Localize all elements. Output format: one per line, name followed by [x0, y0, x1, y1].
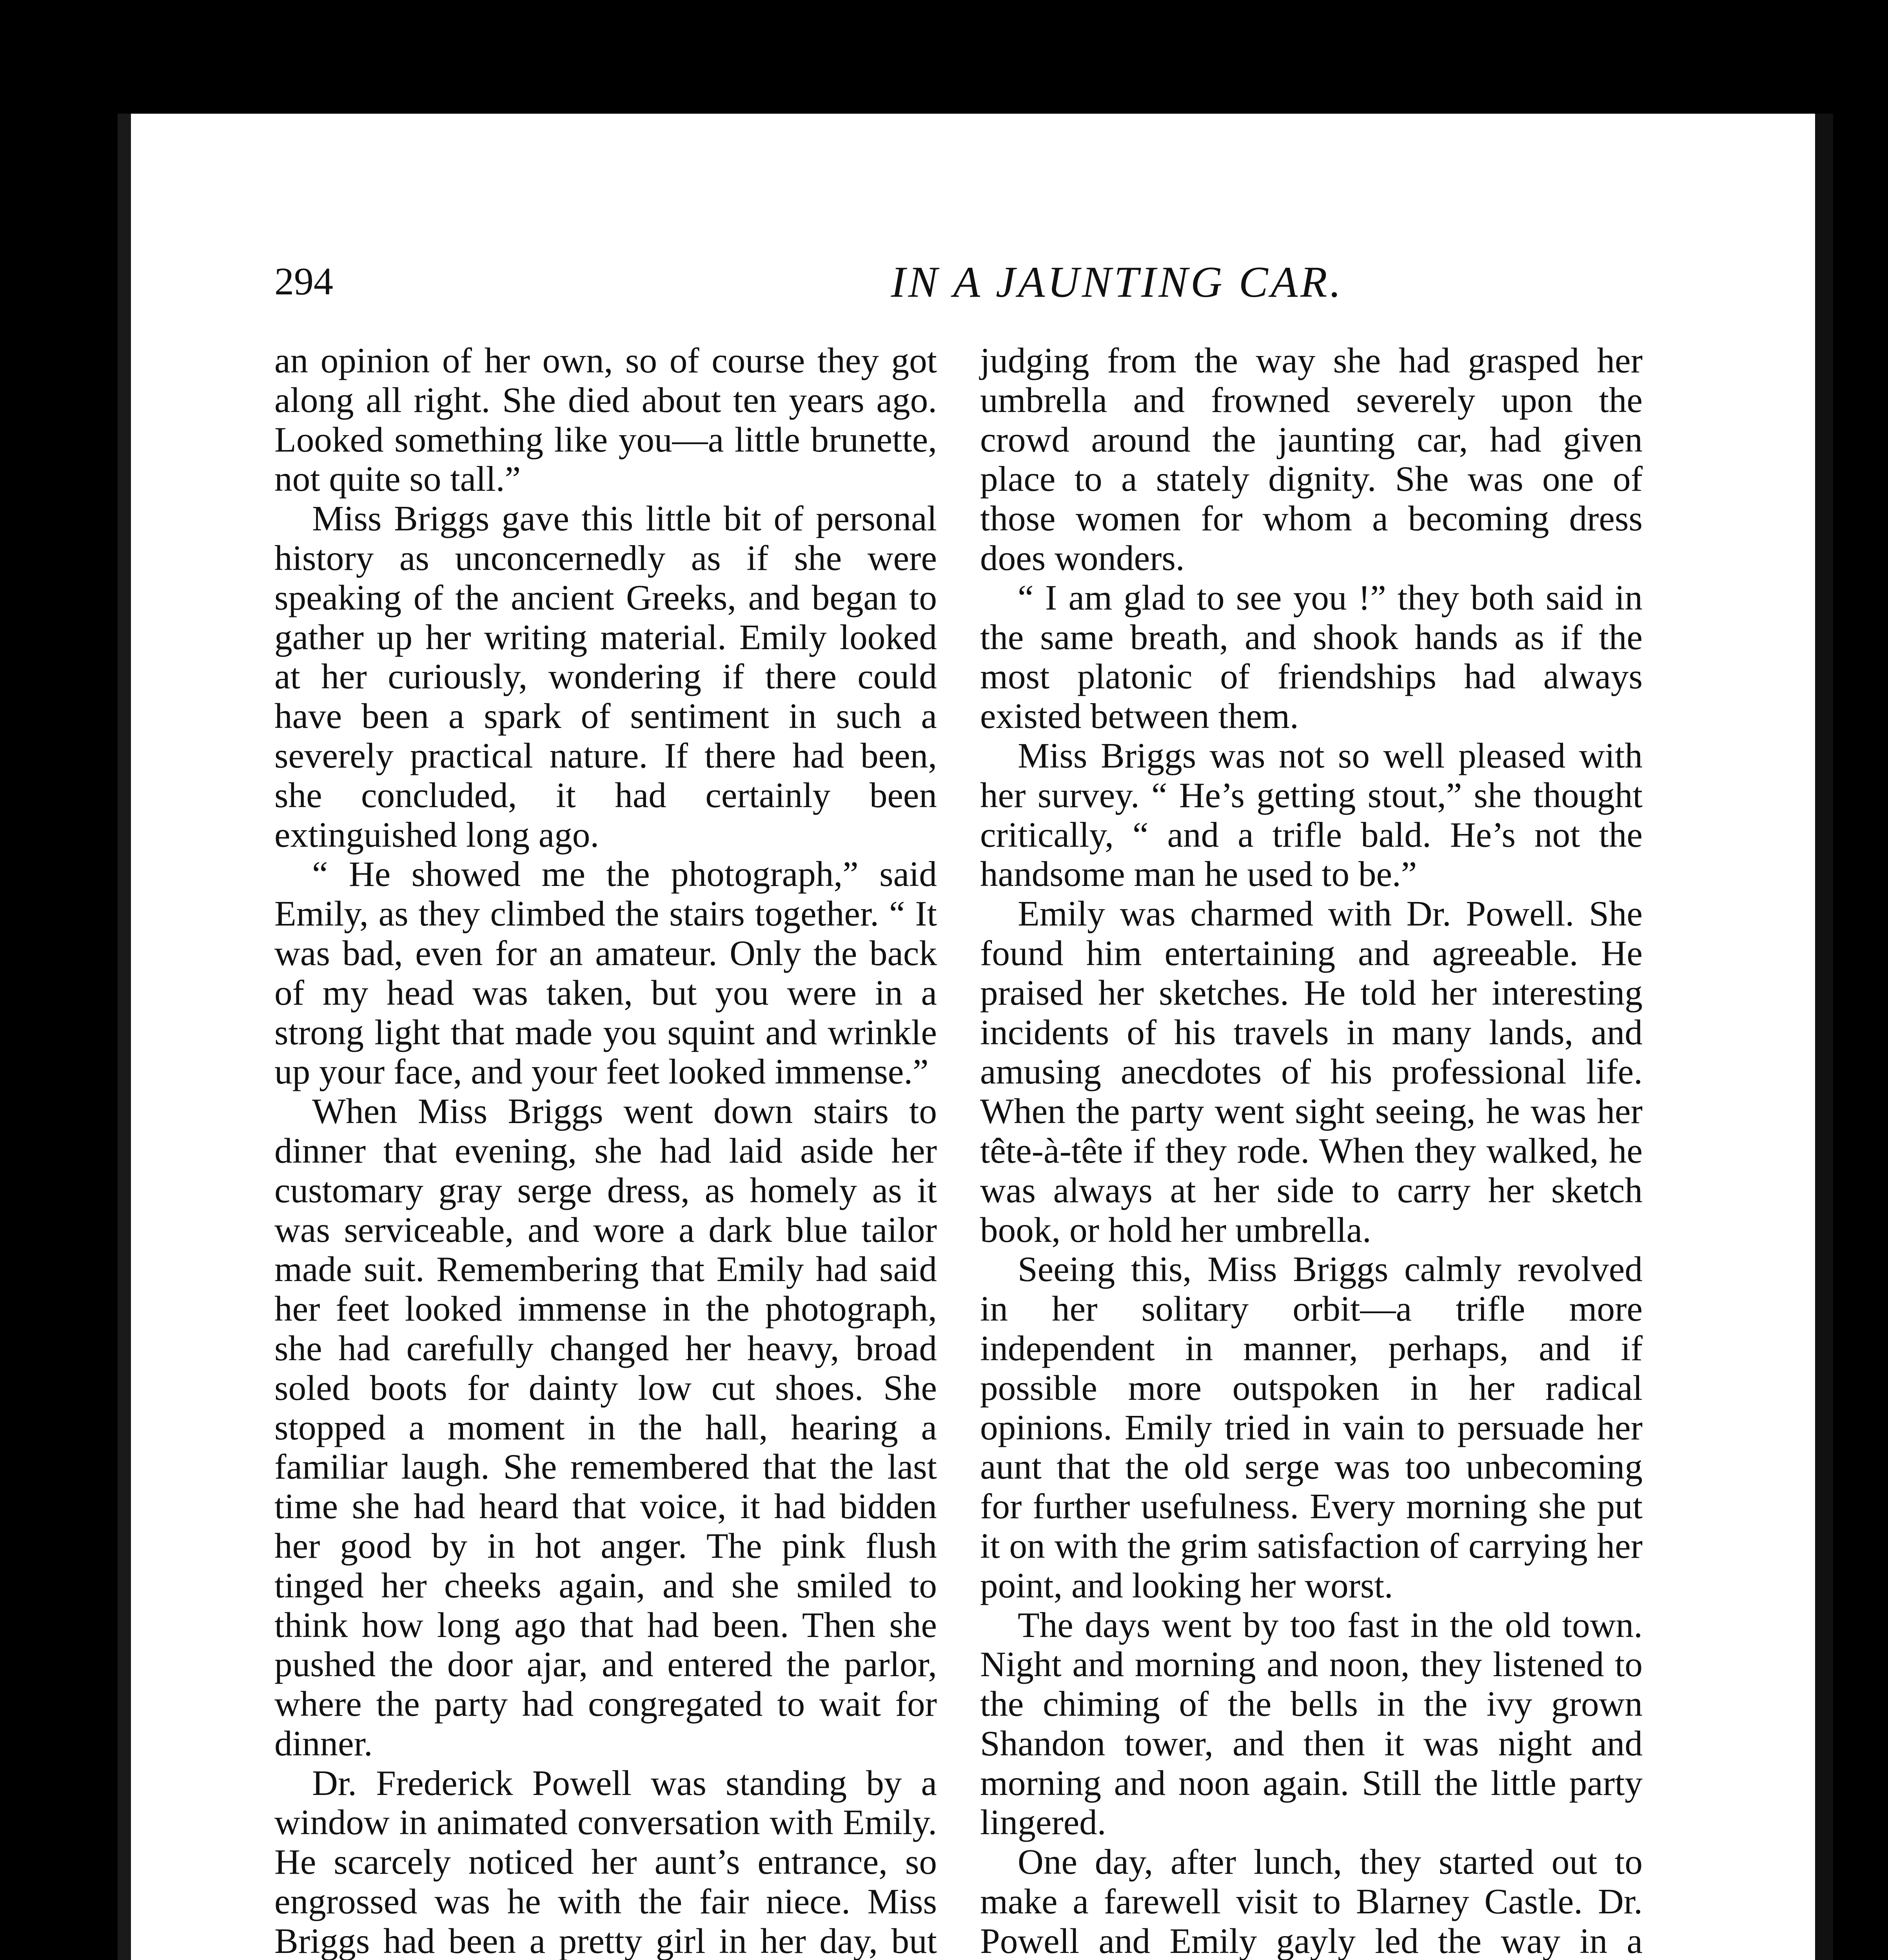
page-number: 294 [274, 260, 333, 303]
paragraph: “ I am glad to see you !” they both said in the same breath, and shook hands as if the most platonic of friendships had always existed between them. [980, 577, 1643, 736]
paragraph: Seeing this, Miss Briggs calmly revolved in her solitary orbit—a trifle more independent in manner, perhaps, and if possible more outspoken in her radical opinions. Emily tried in vain to persuade her aunt that the old serge was too unbecoming for further usefulness. Every morning she put it on with the grim satisfaction of carrying her point, and looking her worst. [980, 1249, 1643, 1605]
paragraph: “ He showed me the photograph,” said Emily, as they climbed the stairs together. “ It was bad, even for an amateur. Only the back of my head was taken, but you were in a strong light that made you squint and wrinkle up your face, and your feet looked immense.” [274, 854, 937, 1092]
paragraph: One day, after lunch, they started out to make a farewell visit to Blarney Castle. Dr. Powell and Emily gayly led the way in a [980, 1842, 1643, 1960]
page-edge-shadow-right [1815, 114, 1833, 1960]
paragraph: The days went by too fast in the old town. Night and morning and noon, they listened to the chiming of the bells in the ivy grown Shandon tower, and then it was night and morning and noon again. Still the little party lingered. [980, 1605, 1643, 1842]
page-header [274, 251, 1725, 329]
paragraph: When Miss Briggs went down stairs to dinner that evening, she had laid aside her customary gray serge dress, as homely as it was serviceable, and wore a dark blue tailor made suit. Remembering that Emily had said her feet looked immense in the photograph, she had carefully changed her heavy, broad soled boots for dainty low cut shoes. She stopped a moment in the hall, hearing a familiar laugh. She remembered that the last time she had heard that voice, it had bidden her good by in hot anger. The pink flush tinged her cheeks again, and she smiled to think how long ago that had been. Then she pushed the door ajar, and entered the parlor, where the party had congregated to wait for dinner. [274, 1091, 937, 1763]
paragraph: Miss Briggs gave this little bit of personal history as unconcernedly as if she were speaking of the ancient Greeks, and began to gather up her writing material. Emily looked at her curiously, wondering if there could have been a spark of sentiment in such a severely practical nature. If there had been, she concluded, it had certainly been extinguished long ago. [274, 499, 937, 855]
running-title: IN A JAUNTING CAR. [891, 258, 1344, 307]
left-column [274, 341, 937, 1960]
book-page [118, 114, 1833, 1960]
paragraph: Emily was charmed with Dr. Powell. She found him entertaining and agreeable. He praised her sketches. He told her interesting incidents of his travels in many lands, and amusing anecdotes of his professional life. When the party went sight seeing, he was her tête-à-tête if they rode. When they walked, he was always at her side to carry her sketch book, or hold her umbrella. [980, 894, 1643, 1250]
paragraph: an opinion of her own, so of course they got along all right. She died about ten years ago. Looked something like you—a little brunette, not quite so tall.” [274, 341, 937, 499]
right-column [980, 341, 1643, 1960]
page-edge-shadow-left [118, 114, 131, 1960]
paragraph: Dr. Frederick Powell was standing by a window in animated conversation with Emily. He scarcely noticed her aunt’s entrance, so engrossed was he with the fair niece. Miss Briggs had been a pretty girl in her day, but [274, 1763, 937, 1960]
paragraph: judging from the way she had grasped her umbrella and frowned severely upon the crowd around the jaunting car, had given place to a stately dignity. She was one of those women for whom a becoming dress does wonders. [980, 341, 1643, 578]
paragraph: Miss Briggs was not so well pleased with her survey. “ He’s getting stout,” she thought critically, “ and a trifle bald. He’s not the handsome man he used to be.” [980, 735, 1643, 894]
